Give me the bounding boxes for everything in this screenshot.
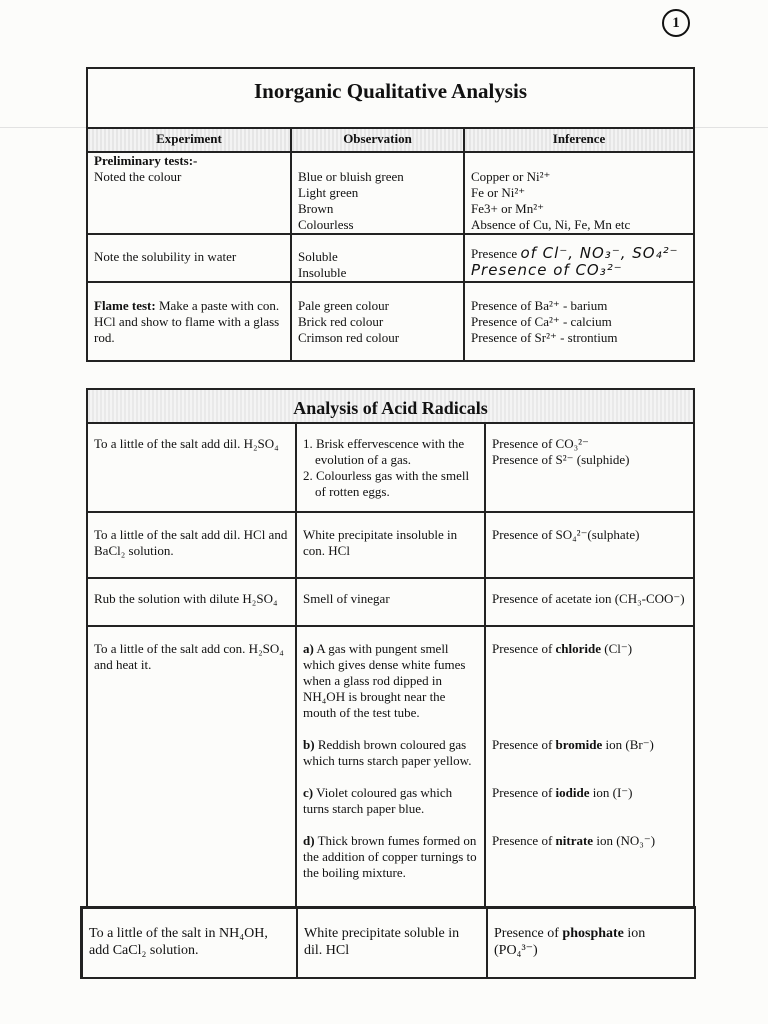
inference-text: ion (NO₃⁻) <box>596 833 656 848</box>
observation-text: White precipitate insoluble in con. HCl <box>303 527 458 558</box>
part-label: a) <box>303 641 314 656</box>
inference-text: Presence of Ba²⁺ - barium <box>471 298 608 313</box>
ion-name: nitrate <box>555 833 594 848</box>
observation-text: Colourless <box>298 217 354 232</box>
preliminary-heading: Preliminary tests:- <box>94 153 198 168</box>
section3-table <box>83 909 694 977</box>
section1-table <box>88 129 693 362</box>
observation-text: Brick red colour <box>298 314 384 329</box>
observation-cell <box>296 578 485 626</box>
inference-part <box>492 785 687 833</box>
observation-text: Violet coloured gas which turns starch paper blue. <box>303 785 453 816</box>
ion-name: phosphate <box>562 926 624 941</box>
observation-text: A gas with pungent smell which gives dense white fumes when a glass rod dipped in NH₄OH is brought near the mouth of the test tube. <box>303 641 466 720</box>
observation-cell <box>291 282 464 362</box>
inference-cell <box>487 909 694 977</box>
acid-radicals-panel <box>86 388 695 912</box>
inference-text: Presence of <box>492 785 553 800</box>
observation-cell <box>296 424 485 512</box>
inference-text: Fe or Ni²⁺ <box>471 185 526 200</box>
experiment-text: To a little of the salt add con. H₂SO₄ and heat it. <box>94 641 284 672</box>
phosphate-panel <box>80 906 696 979</box>
section1-title: Inorganic Qualitative Analysis <box>88 69 693 129</box>
experiment-text: To a little of the salt add dil. HCl and BaCl₂ solution. <box>94 527 288 558</box>
page-number: 1 <box>662 9 690 37</box>
experiment-cell <box>88 234 291 282</box>
inference-text: Presence of CO₃²⁻ <box>492 436 589 451</box>
inference-part <box>492 641 687 737</box>
observation-part <box>303 785 478 833</box>
inference-text: Copper or Ni²⁺ <box>471 169 551 184</box>
observation-text: White precipitate soluble in dil. HCl <box>304 926 460 958</box>
inference-text: Fe3+ or Mn²⁺ <box>471 201 544 216</box>
inference-cell <box>464 152 693 234</box>
header-observation: Observation <box>291 129 464 152</box>
observation-text: Crimson red colour <box>298 330 400 345</box>
table-row <box>88 282 693 362</box>
table-row <box>88 424 693 512</box>
inference-text: Presence of <box>494 926 559 941</box>
inference-text: Presence of SO₄²⁻(sulphate) <box>492 527 640 542</box>
observation-part <box>303 737 478 785</box>
table-row <box>88 512 693 578</box>
inference-part <box>492 833 687 849</box>
inference-cell <box>485 626 693 906</box>
inference-text: ion (I⁻) <box>592 785 633 800</box>
table-row <box>88 152 693 234</box>
observation-text: Thick brown fumes formed on the addition of copper turnings to the boiling mixture. <box>303 833 477 880</box>
inference-text: Presence of Sr²⁺ - strontium <box>471 330 618 345</box>
inference-text: ion (Br⁻) <box>605 737 654 752</box>
table-row <box>83 909 694 977</box>
part-label: b) <box>303 737 315 752</box>
experiment-text: Note the solubility in water <box>94 249 237 264</box>
experiment-cell <box>83 909 297 977</box>
part-label: d) <box>303 833 315 848</box>
ion-name: iodide <box>555 785 590 800</box>
inference-text: Presence <box>471 246 518 261</box>
observation-text: Pale green colour <box>298 298 389 313</box>
experiment-cell <box>88 512 296 578</box>
inference-cell <box>464 282 693 362</box>
experiment-cell <box>88 424 296 512</box>
ion-name: chloride <box>555 641 602 656</box>
table-row <box>88 578 693 626</box>
observation-text: 2. Colourless gas with the smell of rotten eggs. <box>303 468 470 499</box>
experiment-text: Noted the colour <box>94 169 182 184</box>
handwritten-note: of Cl⁻, NO₃⁻, SO₄²⁻ <box>520 244 679 262</box>
experiment-text: To a little of the salt add dil. H₂SO₄ <box>94 436 279 451</box>
ion-name: bromide <box>555 737 603 752</box>
observation-cell <box>291 152 464 234</box>
handwritten-note: Presence of CO₃²⁻ <box>471 261 623 279</box>
inference-text: Presence of Ca²⁺ - calcium <box>471 314 612 329</box>
experiment-text: To a little of the salt in NH₄OH, add CaCl₂ solution. <box>89 926 268 958</box>
inference-text: Presence of <box>492 641 553 656</box>
inference-part <box>492 737 687 785</box>
observation-text: Blue or bluish green <box>298 169 404 184</box>
experiment-cell <box>88 282 291 362</box>
observation-cell <box>297 909 487 977</box>
observation-text: Light green <box>298 185 359 200</box>
inference-text: Absence of Cu, Ni, Fe, Mn etc <box>471 217 631 232</box>
observation-text: Reddish brown coloured gas which turns starch paper yellow. <box>303 737 472 768</box>
table-row <box>88 234 693 282</box>
inference-cell <box>464 234 693 282</box>
observation-text: Smell of vinegar <box>303 591 390 606</box>
observation-text: 1. Brisk effervescence with the evolution of a gas. <box>303 436 465 467</box>
inference-text: Presence of <box>492 833 553 848</box>
inference-text: Presence of S²⁻ (sulphide) <box>492 452 630 467</box>
observation-part <box>303 641 478 737</box>
flame-test-label: Flame test: <box>94 298 156 313</box>
experiment-cell <box>88 578 296 626</box>
header-inference: Inference <box>464 129 693 152</box>
observation-cell <box>296 512 485 578</box>
experiment-cell <box>88 152 291 234</box>
experiment-cell <box>88 626 296 906</box>
observation-cell <box>291 234 464 282</box>
inference-text: ion (PO₄³⁻) <box>494 926 646 958</box>
observation-cell <box>296 626 485 906</box>
inference-cell <box>485 512 693 578</box>
observation-part <box>303 833 478 881</box>
experiment-text: Rub the solution with dilute H₂SO₄ <box>94 591 278 606</box>
inference-text: Presence of acetate ion (CH₃-COO⁻) <box>492 591 685 606</box>
qualitative-analysis-panel <box>86 67 695 362</box>
inference-text: Presence of <box>492 737 553 752</box>
inference-cell <box>485 578 693 626</box>
part-label: c) <box>303 785 314 800</box>
section2-title: Analysis of Acid Radicals <box>88 390 693 424</box>
section2-table <box>88 424 693 906</box>
experiment-text: Make a paste with con. HCl and show to flame with a glass rod. <box>94 298 280 345</box>
header-experiment: Experiment <box>88 129 291 152</box>
inference-text: (Cl⁻) <box>604 641 633 656</box>
inference-cell <box>485 424 693 512</box>
observation-text: Brown <box>298 201 334 216</box>
table-row <box>88 626 693 906</box>
observation-text: Insoluble <box>298 265 347 280</box>
observation-text: Soluble <box>298 249 338 264</box>
